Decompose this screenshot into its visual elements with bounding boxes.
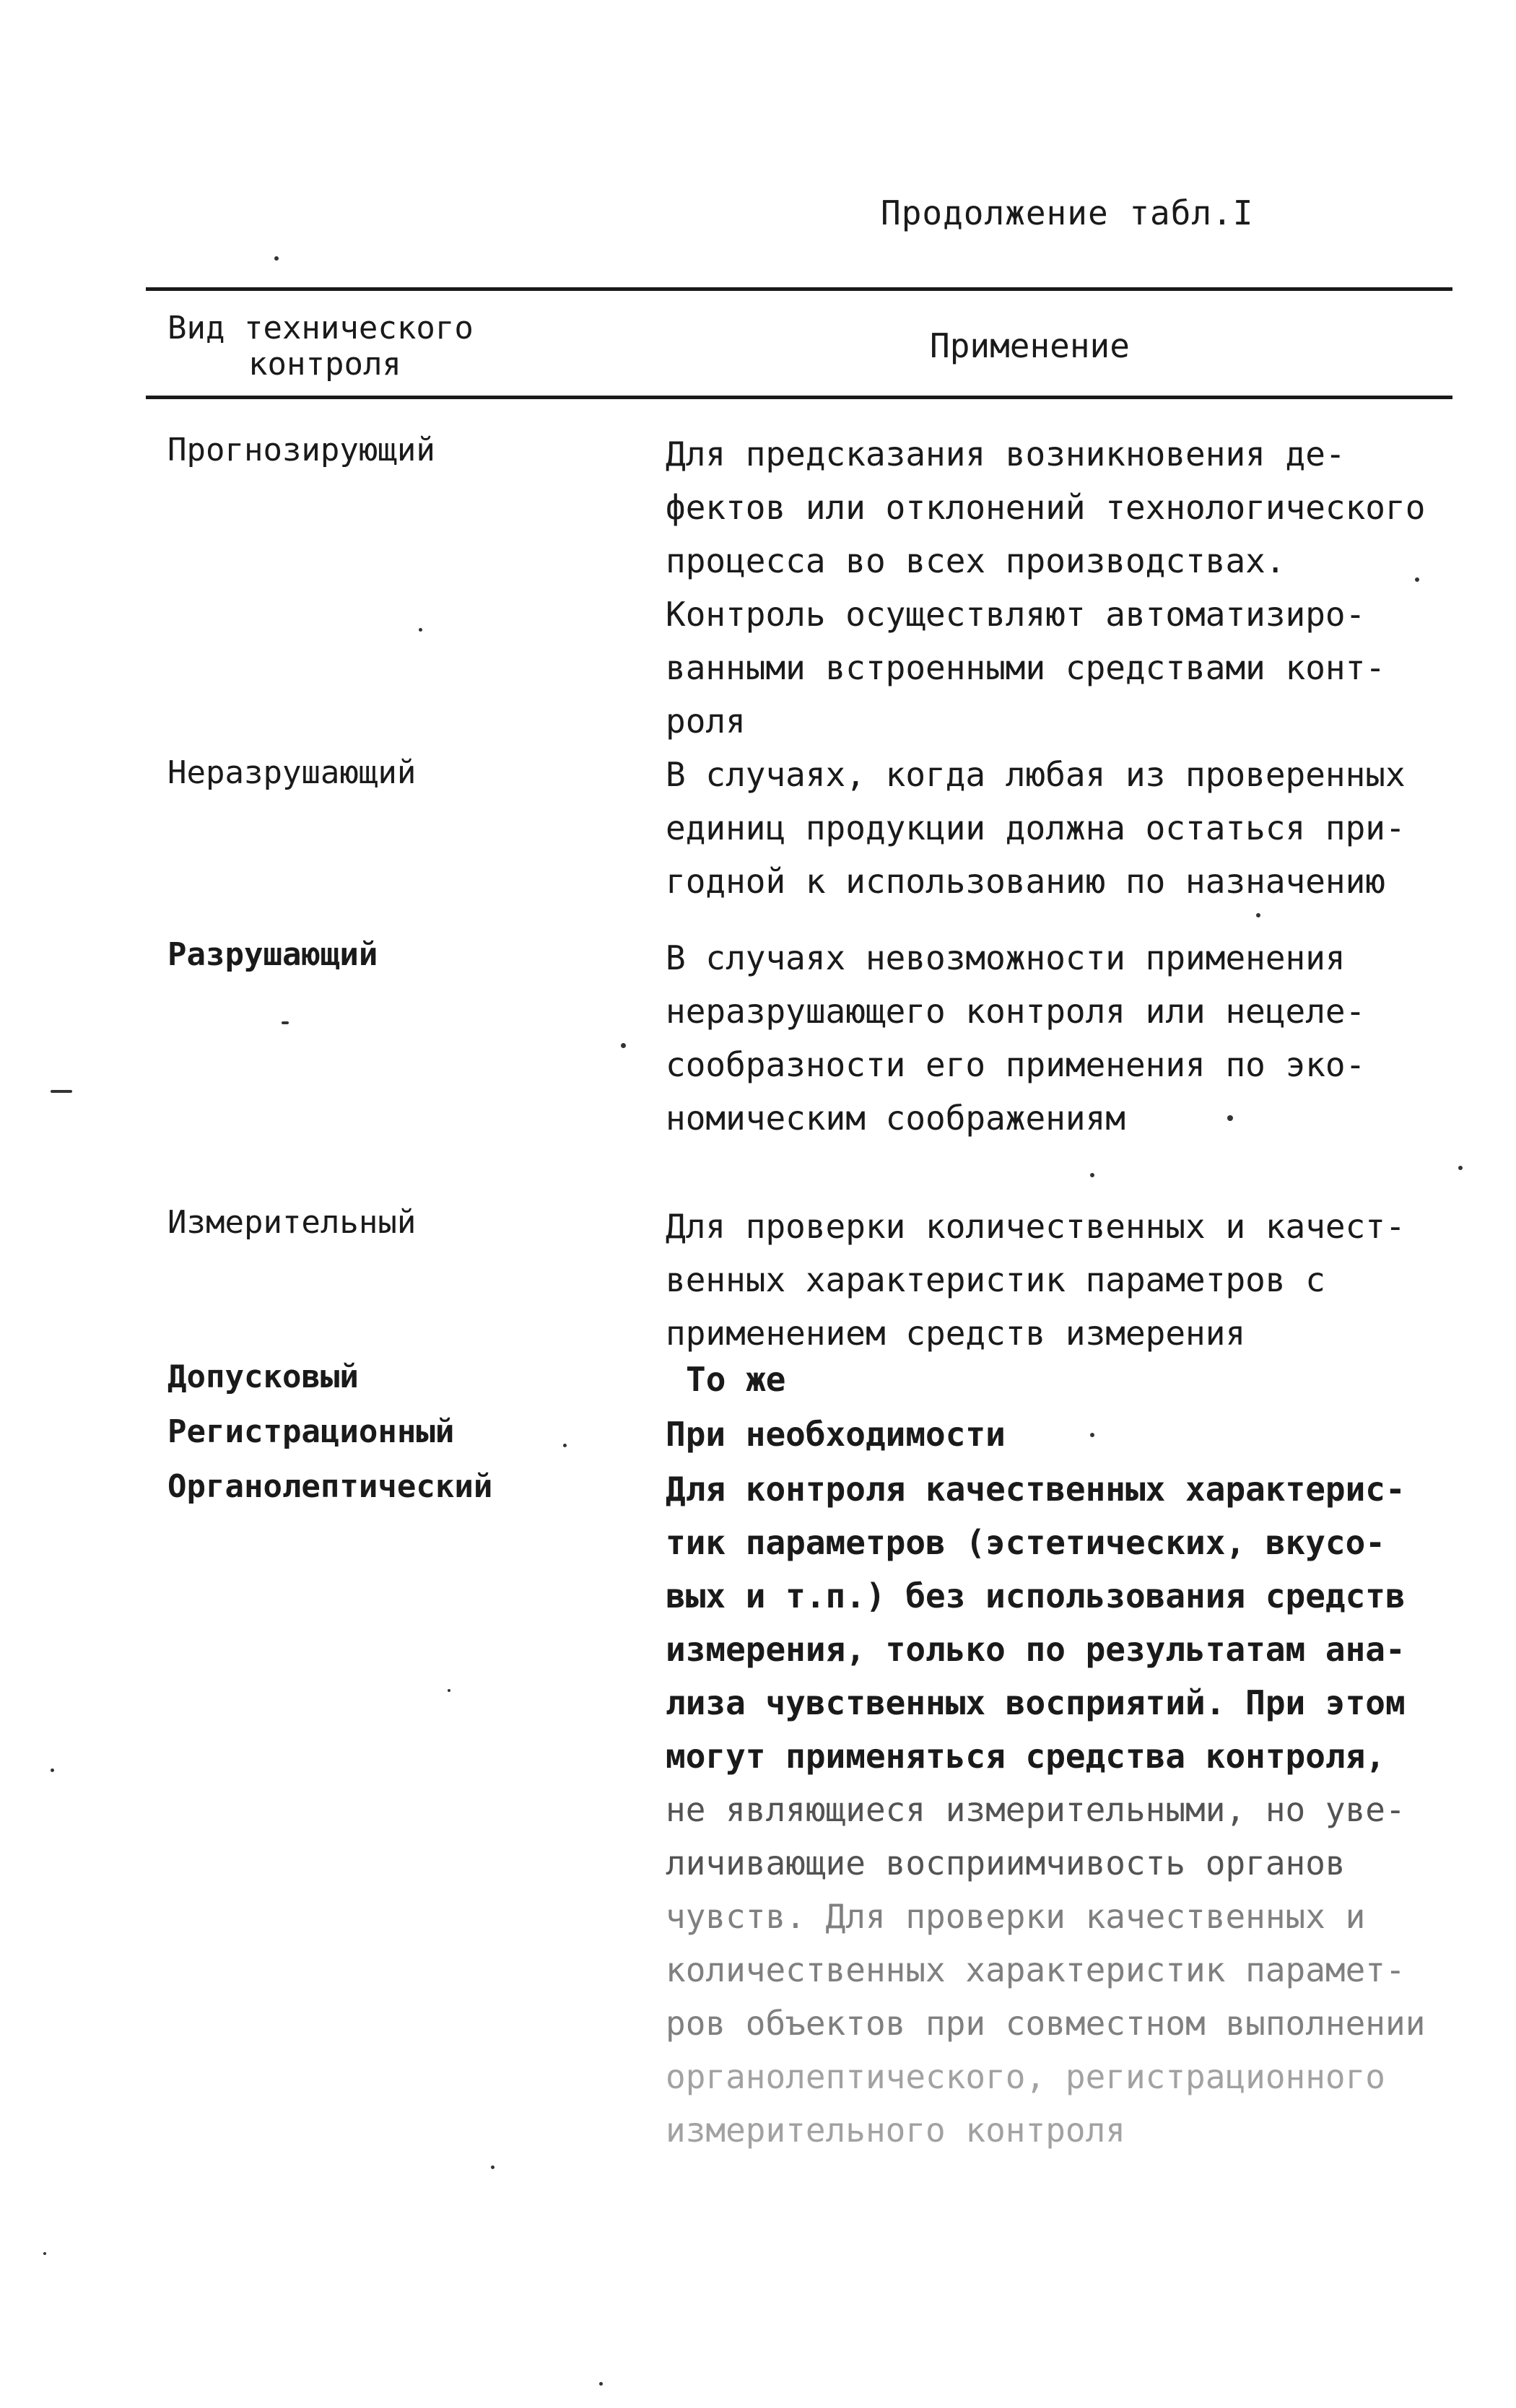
application-line: ров объектов при совместном выполнении <box>666 2004 1426 2043</box>
application-line: применением средств измерения <box>666 1314 1246 1353</box>
column-header-control-type-line2: контроля <box>248 346 401 383</box>
application-line: годной к использованию по назначению <box>666 862 1385 901</box>
scan-speck <box>563 1444 567 1447</box>
scan-speck <box>1090 1173 1094 1177</box>
scan-speck <box>1458 1166 1463 1170</box>
scan-speck <box>51 1090 72 1093</box>
scan-speck <box>1227 1115 1233 1121</box>
application-line: процесса во всех производствах. <box>666 541 1286 580</box>
application-line: лиза чувственных восприятий. При этом <box>666 1683 1406 1722</box>
control-type-tolerance: Допусковый <box>167 1358 359 1395</box>
application-line: В случаях невозможности применения <box>666 938 1346 977</box>
application-line: измерительного контроля <box>666 2111 1125 2150</box>
application-line: тик параметров (эстетических, вкусо- <box>666 1523 1385 1562</box>
application-tolerance <box>686 1353 785 1406</box>
application-line: единиц продукции должна остаться при- <box>666 808 1406 847</box>
application-line: Для предсказания возникновения де- <box>666 435 1346 474</box>
control-type-nondestructive: Неразрушающий <box>167 754 417 791</box>
application-line: То же <box>686 1360 786 1399</box>
application-line: При необходимости <box>666 1415 1006 1454</box>
column-header-application: Применение <box>930 326 1130 365</box>
application-line: роля <box>666 702 746 741</box>
scan-speck <box>274 256 279 261</box>
scan-speck <box>621 1043 626 1048</box>
application-registration <box>666 1408 1006 1461</box>
scan-speck <box>282 1021 289 1024</box>
scan-speck <box>1256 913 1260 917</box>
application-nondestructive <box>666 748 1406 908</box>
application-line: В случаях, когда любая из проверенных <box>666 755 1406 794</box>
scan-speck <box>1415 577 1419 582</box>
application-line: фектов или отклонений технологического <box>666 488 1426 527</box>
scan-speck <box>43 2252 46 2255</box>
application-predictive <box>666 427 1425 748</box>
application-line: Для проверки количественных и качест- <box>666 1207 1406 1246</box>
application-line: чувств. Для проверки качественных и <box>666 1897 1366 1936</box>
column-header-control-type-line1: Вид технического <box>167 310 474 346</box>
application-line: неразрушающего контроля или нецеле- <box>666 992 1366 1031</box>
application-line: органолептического, регистрационного <box>666 2057 1385 2096</box>
application-line: могут применяться средства контроля, <box>666 1737 1385 1776</box>
application-line: количественных характеристик парамет- <box>666 1950 1406 1989</box>
table-header-rule <box>146 396 1452 399</box>
control-type-destructive: Разрушающий <box>167 936 378 973</box>
scan-speck <box>1090 1433 1094 1437</box>
scan-speck <box>448 1689 450 1692</box>
column-header-control-type <box>167 310 474 383</box>
control-type-registration: Регистрационный <box>167 1413 455 1450</box>
scan-speck <box>51 1768 54 1772</box>
table-top-rule <box>146 287 1452 291</box>
application-organoleptic <box>666 1462 1425 2157</box>
application-line: измерения, только по результатам ана- <box>666 1630 1406 1669</box>
table-continuation-caption: Продолжение табл.I <box>881 193 1254 232</box>
application-line: ванными встроенными средствами конт- <box>666 648 1385 687</box>
application-line: не являющиеся измерительными, но уве- <box>666 1790 1406 1829</box>
scan-speck <box>419 628 422 632</box>
application-line: Для контроля качественных характерис- <box>666 1470 1406 1509</box>
control-type-predictive: Прогнозирующий <box>167 432 435 468</box>
application-measuring <box>666 1200 1406 1360</box>
scan-speck <box>599 2382 603 2386</box>
control-type-measuring: Измерительный <box>167 1204 417 1241</box>
application-line: вых и т.п.) без использования средств <box>666 1576 1406 1615</box>
control-type-organoleptic: Органолептический <box>167 1468 493 1505</box>
application-destructive <box>666 931 1365 1145</box>
application-line: сообразности его применения по эко- <box>666 1045 1366 1084</box>
scan-speck <box>491 2165 495 2169</box>
application-line: номическим соображениям <box>666 1099 1125 1138</box>
application-line: личивающие восприимчивость органов <box>666 1844 1346 1883</box>
application-line: венных характеристик параметров с <box>666 1260 1325 1299</box>
application-line: Контроль осуществляют автоматизиро- <box>666 595 1366 634</box>
